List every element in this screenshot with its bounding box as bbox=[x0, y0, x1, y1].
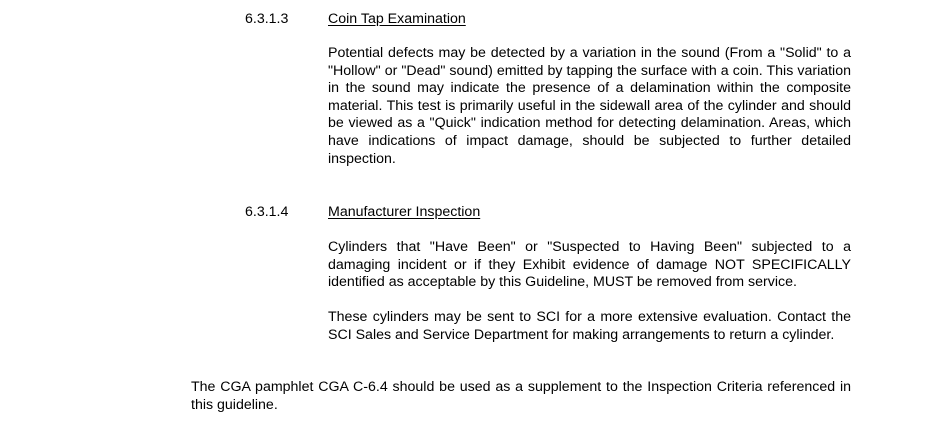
section-number: 6.3.1.3 bbox=[245, 11, 289, 27]
section-number: 6.3.1.4 bbox=[245, 204, 289, 220]
section-title-coin-tap-examination: Coin Tap Examination bbox=[328, 11, 466, 27]
section-paragraph: Cylinders that "Have Been" or "Suspected to Having Been" subjected to a damaging incident or if they Exhibit evidence of damage NOT SPECIFICALLY identified as acceptable by this Guideline, MUST be removed from service. bbox=[328, 239, 851, 291]
section-paragraph: Potential defects may be detected by a variation in the sound (From a "Solid" to a "Hollow" or "Dead" sound) emitted by tapping the surface with a coin. This variation in the sound may indicate the presence of a delamination within the composite material. This test is primarily useful in the sidewall area of the cylinder and should be viewed as a "Quick" indication method for detecting delamination. Areas, which have indications of impact damage, should be subjected to further detailed inspection. bbox=[328, 45, 851, 167]
section-title-manufacturer-inspection: Manufacturer Inspection bbox=[328, 204, 481, 220]
closing-note: The CGA pamphlet CGA C-6.4 should be used as a supplement to the Inspection Criteria referenced in this guideline. bbox=[191, 379, 851, 413]
section-paragraph: These cylinders may be sent to SCI for a more extensive evaluation. Contact the SCI Sales and Service Department for making arrangements to return a cylinder. bbox=[328, 309, 851, 343]
